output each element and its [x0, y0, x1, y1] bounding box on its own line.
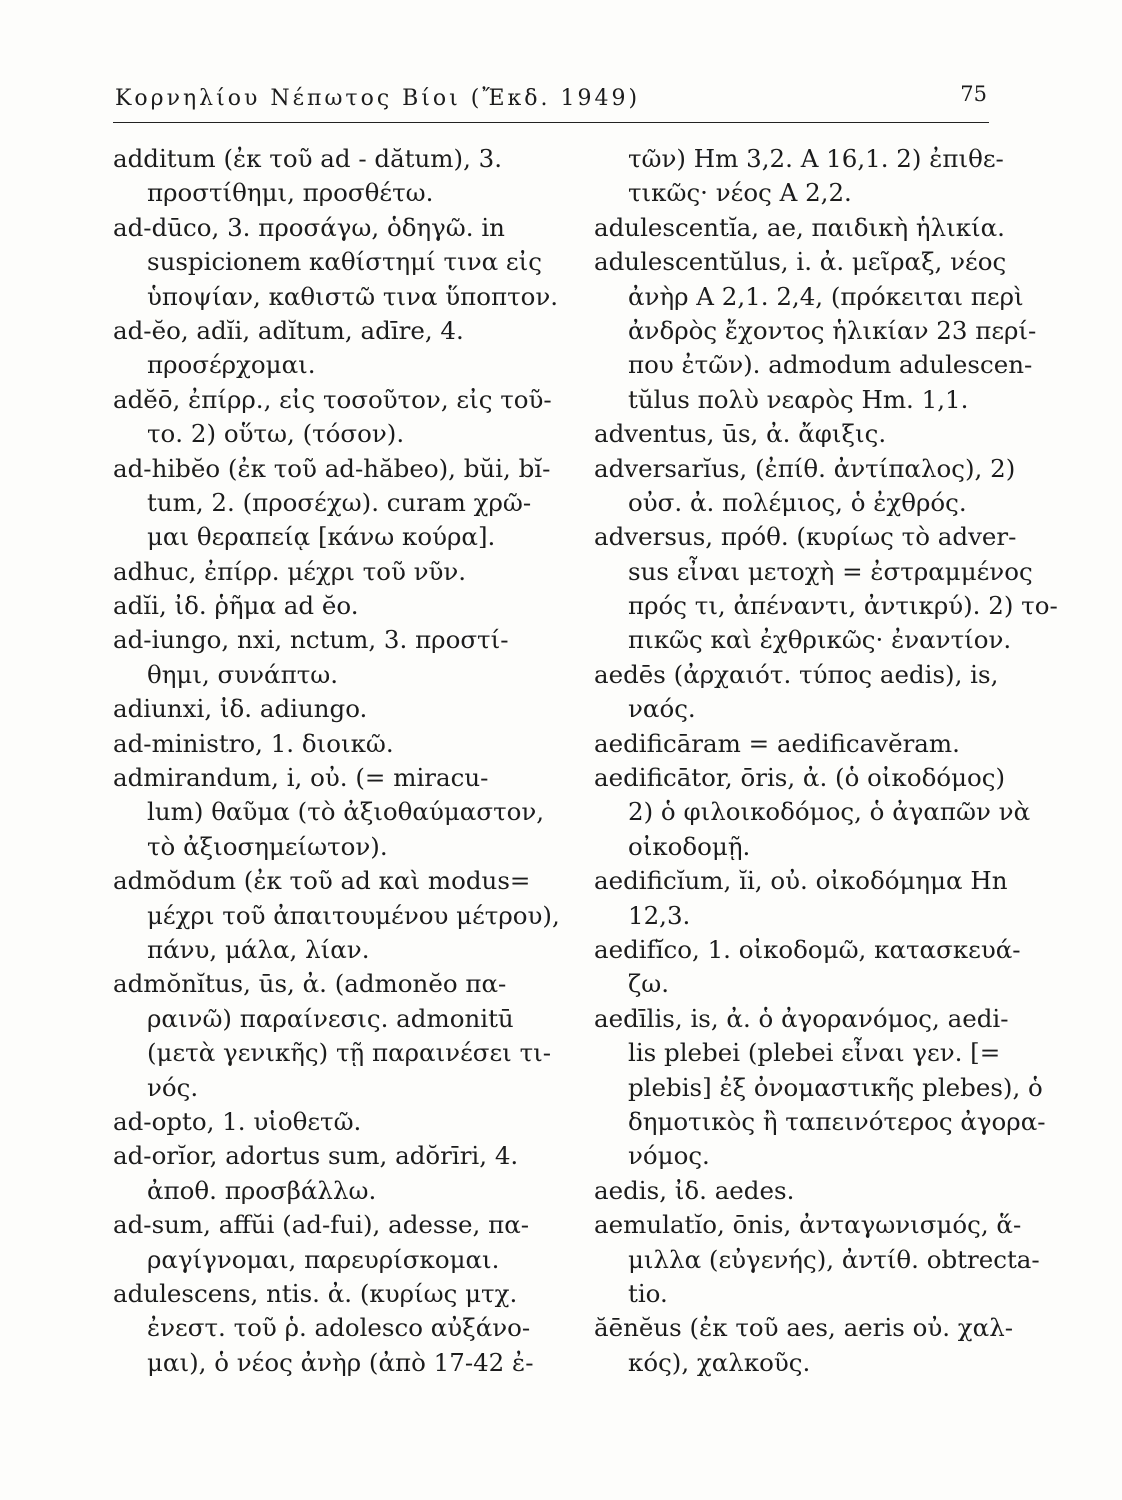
page-number: 75 — [960, 82, 987, 106]
dictionary-line: adventus, ūs, ἀ. ἄφιξις. — [594, 419, 887, 449]
dictionary-line: admŏdum (ἐκ τοῦ ad καὶ modus= — [113, 866, 531, 896]
dictionary-line: που ἐτῶν). admodum adulescen- — [628, 350, 1033, 380]
dictionary-line: νόμος. — [628, 1141, 710, 1171]
dictionary-line: aedificĭum, ĭi, οὐ. οἰκοδόμημα Hn — [594, 866, 1008, 896]
dictionary-line: adulescens, ntis. ἀ. (κυρίως μτχ. — [113, 1278, 518, 1308]
dictionary-line: adulescentŭlus, i. ἀ. μεῖραξ, νέος — [594, 247, 1007, 277]
dictionary-line: ad-ministro, 1. διοικῶ. — [113, 728, 394, 758]
dictionary-line: πικῶς καὶ ἐχθρικῶς· ἐναντίον. — [628, 625, 1012, 655]
dictionary-line: aedificāram = aedificavĕram. — [594, 728, 960, 758]
dictionary-line: το. 2) οὕτω, (τόσον). — [147, 419, 405, 449]
dictionary-line: ad-iungo, nxi, nctum, 3. προστί- — [113, 625, 509, 655]
dictionary-line: τῶν) Hm 3,2. A 16,1. 2) ἐπιθε- — [628, 144, 1004, 173]
dictionary-line: aemulatĭo, ōnis, ἀνταγωνισμός, ἅ- — [594, 1210, 1022, 1240]
dictionary-line: (μετὰ γενικῆς) τῇ παραινέσει τι- — [147, 1038, 552, 1068]
dictionary-line: προστίθημι, προσθέτω. — [147, 178, 434, 208]
dictionary-line: tŭlus πολὺ νεαρὸς Hm. 1,1. — [628, 384, 969, 414]
dictionary-line: adversus, πρόθ. (κυρίως τὸ adver- — [594, 522, 1017, 552]
dictionary-line: ἐνεστ. τοῦ ῥ. adolesco αὐξάνο- — [147, 1313, 531, 1343]
dictionary-line: ἀποθ. προσβάλλω. — [147, 1175, 377, 1205]
dictionary-line: ad-dūco, 3. προσάγω, ὁδηγῶ. in — [113, 212, 505, 242]
dictionary-line: πάνυ, μάλα, λίαν. — [147, 934, 370, 964]
dictionary-line: ad-orĭor, adortus sum, adŏrīri, 4. — [113, 1141, 519, 1171]
dictionary-line: additum (ἐκ τοῦ ad - dătum), 3. — [113, 144, 503, 173]
dictionary-line: ad-hibĕo (ἐκ τοῦ ad-hăbeo), bŭi, bĭ- — [113, 453, 551, 483]
dictionary-line: μαι θεραπείᾳ [κάνω κούρα]. — [147, 522, 496, 552]
dictionary-line: aedis, ἰδ. aedes. — [594, 1175, 795, 1205]
dictionary-line: adhuc, ἐπίρρ. μέχρι τοῦ νῦν. — [113, 556, 467, 586]
dictionary-line: ἀνδρὸς ἔχοντος ἡλικίαν 23 περί- — [628, 315, 1037, 345]
dictionary-line: ναός. — [628, 694, 696, 724]
dictionary-line: οὐσ. ἀ. πολέμιος, ὁ ἐχθρός. — [628, 487, 967, 517]
dictionary-line: προσέρχομαι. — [147, 350, 316, 380]
dictionary-line: ăēnĕus (ἐκ τοῦ aes, aeris οὐ. χαλ- — [594, 1313, 1014, 1343]
dictionary-line: ραγίγνομαι, παρευρίσκομαι. — [147, 1244, 500, 1274]
dictionary-line: μαι), ὁ νέος ἀνὴρ (ἀπὸ 17-42 ἐ- — [147, 1347, 534, 1377]
dictionary-line: ἀνὴρ A 2,1. 2,4, (πρόκειται περὶ — [628, 281, 1024, 311]
running-header — [113, 82, 989, 123]
dictionary-line: ad-sum, affŭi (ad-fui), adesse, πα- — [113, 1210, 530, 1240]
dictionary-line: adversarĭus, (ἐπίθ. ἀντίπαλος), 2) — [594, 453, 1016, 483]
dictionary-line: ad-opto, 1. υἱοθετῶ. — [113, 1106, 362, 1136]
dictionary-line: admŏnĭtus, ūs, ἀ. (admonĕo πα- — [113, 969, 507, 999]
dictionary-line: tum, 2. (προσέχω). curam χρῶ- — [147, 487, 532, 517]
dictionary-line: πρός τι, ἀπέναντι, ἀντικρύ). 2) το- — [628, 591, 1058, 621]
dictionary-line: μιλλα (εὐγενής), ἀντίθ. obtrecta- — [628, 1244, 1040, 1274]
right-column — [594, 142, 1058, 1380]
dictionary-line: admirandum, i, οὐ. (= miracu- — [113, 763, 489, 793]
dictionary-line: ὑποψίαν, καθιστῶ τινα ὕποπτον. — [147, 281, 559, 311]
dictionary-line: ραινῶ) παραίνεσις. admonitū — [147, 1003, 514, 1033]
dictionary-line: θημι, συνάπτω. — [147, 659, 339, 689]
dictionary-line: τικῶς· νέος A 2,2. — [628, 178, 852, 208]
dictionary-line: δημοτικὸς ἢ ταπεινότερος ἀγορα- — [628, 1106, 1046, 1136]
book-title: Κορνηλίου Νέπωτος Βίοι (Ἔκδ. 1949) — [115, 86, 641, 111]
dictionary-line: τὸ ἀξιοσημείωτον). — [147, 831, 388, 861]
dictionary-line: aedificātor, ōris, ἀ. (ὁ οἰκοδόμος) — [594, 763, 1006, 793]
dictionary-line: lis plebei (plebei εἶναι γεν. [= — [628, 1038, 1001, 1068]
dictionary-line: μέχρι τοῦ ἀπαιτουμένου μέτρου), — [147, 900, 560, 930]
dictionary-line: aedīlis, is, ἀ. ὁ ἀγορανόμος, aedi- — [594, 1003, 1009, 1033]
dictionary-line: aedifĭco, 1. οἰκοδομῶ, κατασκευά- — [594, 934, 1021, 964]
dictionary-line: νός. — [147, 1072, 199, 1102]
dictionary-line: adulescentĭa, ae, παιδικὴ ἡλικία. — [594, 212, 1005, 242]
dictionary-line: adĭi, ἰδ. ῥῆμα ad ĕo. — [113, 591, 359, 621]
dictionary-line: sus εἶναι μετοχὴ = ἐστραμμένος — [628, 556, 1033, 586]
dictionary-line: ad-ĕo, adĭi, adĭtum, adīre, 4. — [113, 315, 464, 345]
left-column — [113, 142, 568, 1380]
dictionary-line: κός), χαλκοῦς. — [628, 1347, 811, 1377]
dictionary-line: 2) ὁ φιλοικοδόμος, ὁ ἀγαπῶν νὰ — [628, 797, 1031, 827]
dictionary-line: aedēs (ἀρχαιότ. τύπος aedis), is, — [594, 659, 999, 689]
dictionary-line: adĕō, ἐπίρρ., εἰς τοσοῦτον, εἰς τοῦ- — [113, 384, 552, 414]
dictionary-line: ζω. — [628, 969, 670, 999]
dictionary-line: lum) θαῦμα (τὸ ἀξιοθαύμαστον, — [147, 797, 545, 827]
dictionary-line: tio. — [628, 1278, 668, 1308]
dictionary-line: plebis] ἐξ ὀνομαστικῆς plebes), ὁ — [628, 1072, 1043, 1102]
dictionary-line: 12,3. — [628, 900, 691, 930]
dictionary-line: adiunxi, ἰδ. adiungo. — [113, 694, 368, 724]
dictionary-line: suspicionem καθίστημί τινα εἰς — [147, 247, 542, 277]
dictionary-line: οἰκοδομῇ. — [628, 831, 751, 861]
